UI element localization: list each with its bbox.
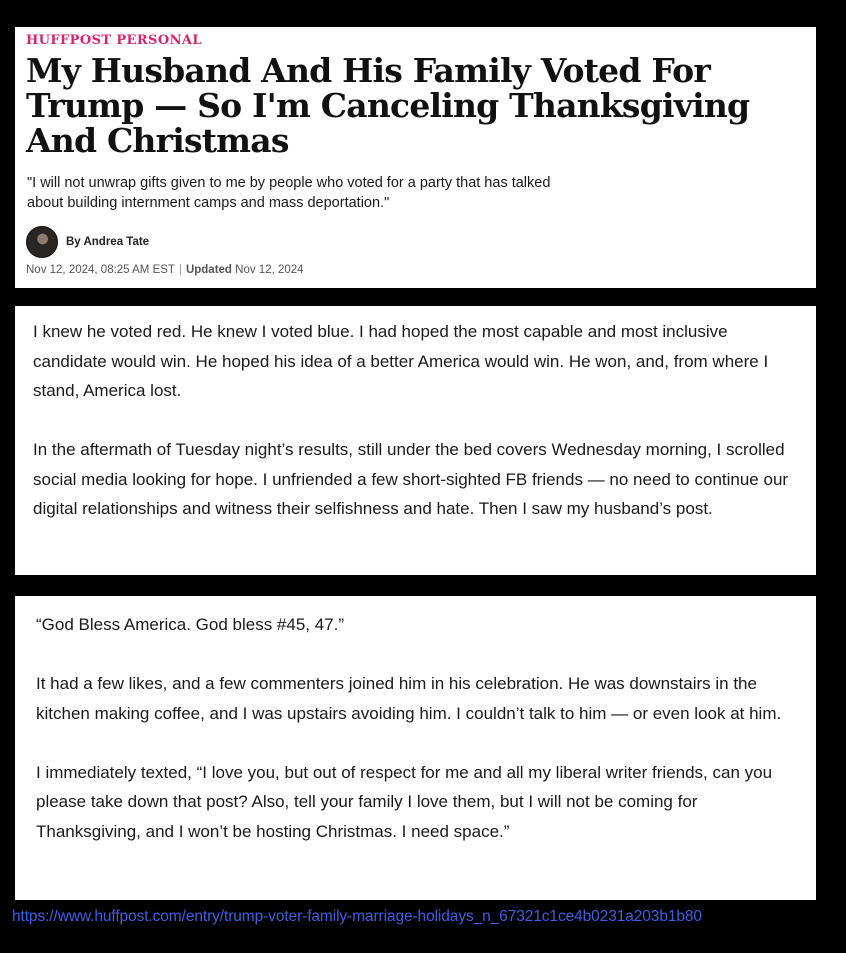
article-subheadline: "I will not unwrap gifts given to me by people who voted for a party that has talked about building internment camps and mass deportation."	[27, 175, 551, 211]
quoted-post: “God Bless America. God bless #45, 47.”	[36, 615, 345, 634]
updated-date: Nov 12, 2024	[235, 264, 304, 276]
source-link[interactable]: https://www.huffpost.com/entry/trump-voter-family-marriage-holidays_n_67321c1ce4b0231a203b1b80	[12, 908, 702, 925]
byline-row	[26, 226, 804, 258]
author-avatar[interactable]	[26, 226, 58, 258]
date-separator: |	[178, 264, 182, 276]
body-paragraph: I knew he voted red. He knew I voted blue. I had hoped the most capable and most inclusive candidate would win. He hoped his idea of a better America would win. He won, and, from where I stand, America lost.	[33, 322, 769, 400]
author-byline[interactable]: By Andrea Tate	[66, 236, 150, 248]
updated-label: Updated	[185, 264, 232, 276]
article-header-panel	[15, 27, 816, 288]
body-paragraph: It had a few likes, and a few commenters joined him in his celebration. He was downstairs in the kitchen making coffee, and I was upstairs avoiding him. I couldn’t talk to him — or even look at him.	[36, 674, 782, 723]
article-excerpt-panel-2	[15, 596, 816, 900]
article-excerpt-panel-1	[15, 306, 816, 575]
article-headline: My Husband And His Family Voted For Trump — So I'm Canceling Thanksgiving And Christmas	[26, 51, 750, 160]
body-paragraph: I immediately texted, “I love you, but out of respect for me and all my liberal writer friends, can you please take down that post? Also, tell your family I love them, but I will not be coming for Thanksgiving, and I won’t be hosting Christmas. I need space.”	[36, 762, 773, 841]
section-kicker[interactable]: HUFFPOST PERSONAL	[26, 33, 202, 48]
dateline	[26, 264, 804, 276]
published-date: Nov 12, 2024, 08:25 AM EST	[26, 264, 175, 276]
body-paragraph: In the aftermath of Tuesday night’s results, still under the bed covers Wednesday morning, I scrolled social media looking for hope. I unfriended a few short-sighted FB friends — no need to continue our digital relationships and witness their selfishness and hate. Then I saw my husband’s post.	[33, 440, 789, 518]
